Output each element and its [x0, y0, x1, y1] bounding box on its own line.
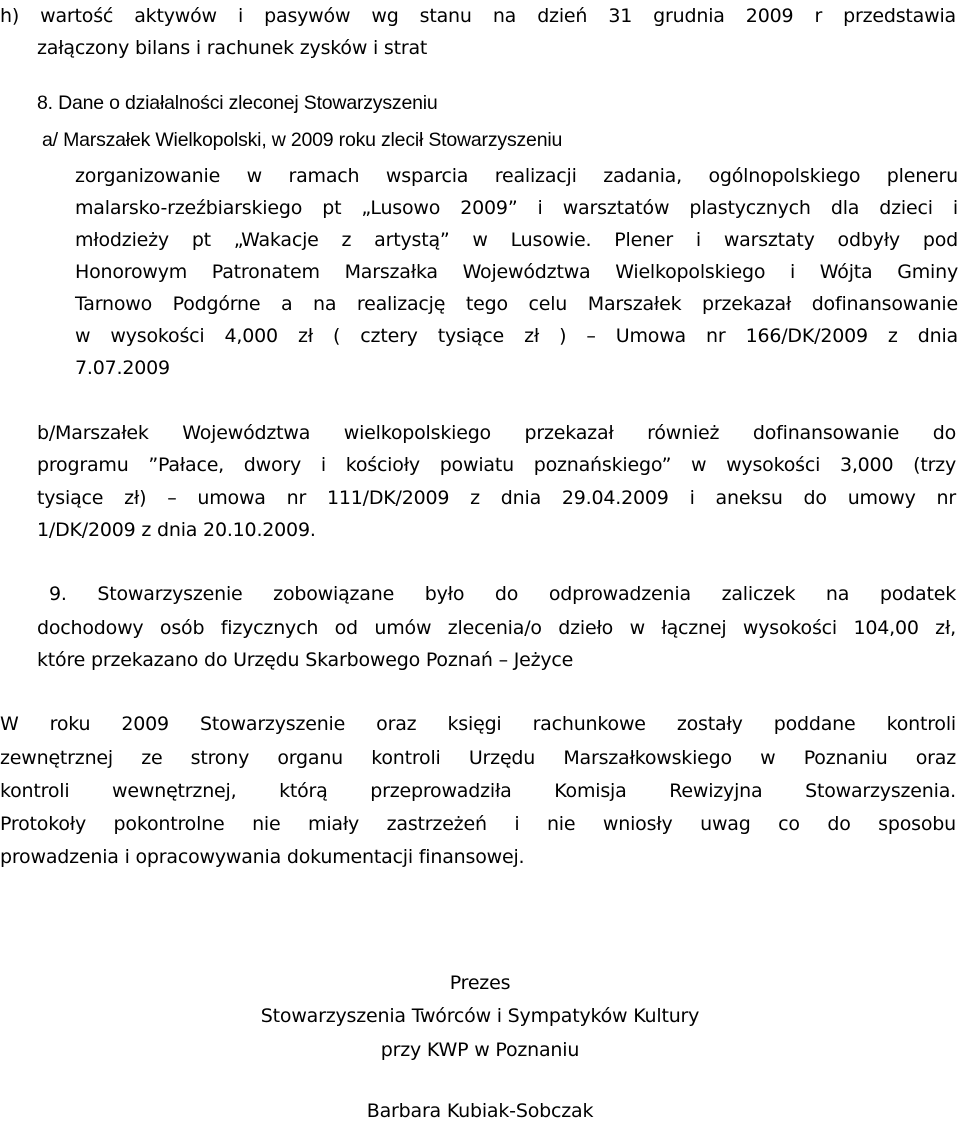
- item-a-line-7: w wysokości 4,000 zł ( cztery tysiące zł ) – Umowa nr 166/DK/2009 z dnia: [75, 325, 958, 347]
- item-a-line-5: Honorowym Patronatem Marszałka Województwa Wielkopolskiego i Wójta Gminy: [75, 261, 958, 283]
- control-line-4: Protokoły pokontrolne nie miały zastrzeżeń i nie wniosły uwag co do sposobu: [0, 813, 956, 835]
- control-line-5: prowadzenia i opracowywania dokumentacji finansowej.: [0, 846, 525, 868]
- item-b-line-2: programu ”Pałace, dwory i kościoły powiatu poznańskiego” w wysokości 3,000 (trzy: [37, 454, 956, 476]
- signature-title: Prezes: [449, 972, 511, 994]
- item-a-line-2: zorganizowanie w ramach wsparcia realizacji zadania, ogólnopolskiego pleneru: [75, 165, 958, 187]
- signature-organization: Stowarzyszenia Twórców i Sympatyków Kultury: [260, 1005, 700, 1027]
- signature-name: Barbara Kubiak-Sobczak: [366, 1100, 594, 1122]
- item-a-line-8: 7.07.2009: [75, 357, 170, 379]
- section-h-line-1: h) wartość aktywów i pasywów wg stanu na dzień 31 grudnia 2009 r przedstawia: [0, 5, 956, 27]
- section-h-line-2: załączony bilans i rachunek zysków i strat: [37, 37, 428, 59]
- item-b-line-3: tysiące zł) – umowa nr 111/DK/2009 z dnia 29.04.2009 i aneksu do umowy nr: [37, 487, 956, 509]
- section-9-line-3: które przekazano do Urzędu Skarbowego Poznań – Jeżyce: [37, 649, 574, 671]
- section-8-heading: 8. Dane o działalności zleconej Stowarzyszeniu: [37, 92, 438, 114]
- item-b-line-1: b/Marszałek Województwa wielkopolskiego przekazał również dofinansowanie do: [37, 422, 956, 444]
- section-9-line-2: dochodowy osób fizycznych od umów zlecenia/o dzieło w łącznej wysokości 104,00 zł,: [37, 617, 956, 639]
- section-9-line-1: 9. Stowarzyszenie zobowiązane było do odprowadzenia zaliczek na podatek: [49, 583, 956, 605]
- item-a-line-3: malarsko-rzeźbiarskiego pt „Lusowo 2009” i warsztatów plastycznych dla dzieci i: [75, 197, 958, 219]
- item-a-line-4: młodzieży pt „Wakacje z artystą” w Lusowie. Plener i warsztaty odbyły pod: [75, 229, 958, 251]
- control-line-1: W roku 2009 Stowarzyszenie oraz księgi rachunkowe zostały poddane kontroli: [0, 713, 956, 735]
- item-b-line-4: 1/DK/2009 z dnia 20.10.2009.: [37, 519, 316, 541]
- control-line-2: zewnętrznej ze strony organu kontroli Urzędu Marszałkowskiego w Poznaniu oraz: [0, 747, 956, 769]
- signature-location: przy KWP w Poznaniu: [380, 1039, 580, 1061]
- control-line-3: kontroli wewnętrznej, którą przeprowadziła Komisja Rewizyjna Stowarzyszenia.: [0, 780, 956, 802]
- item-a-line-1: a/ Marszałek Wielkopolski, w 2009 roku zlecił Stowarzyszeniu: [42, 129, 563, 151]
- item-a-line-6: Tarnowo Podgórne a na realizację tego celu Marszałek przekazał dofinansowanie: [75, 293, 958, 315]
